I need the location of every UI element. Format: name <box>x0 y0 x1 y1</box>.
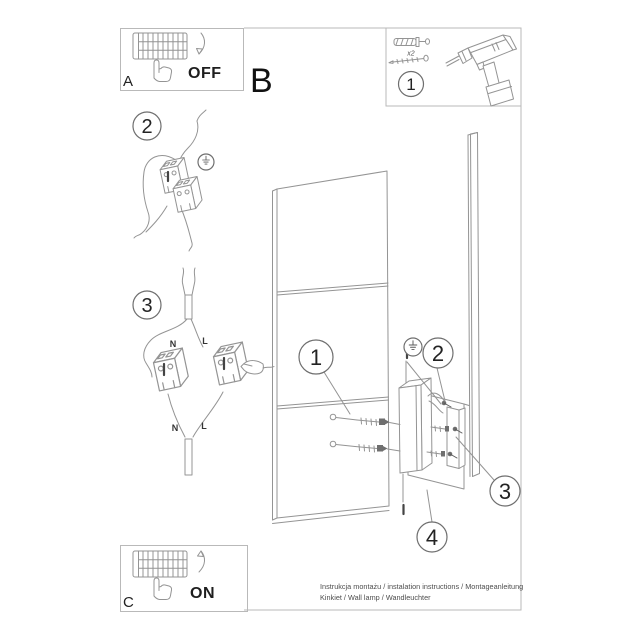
section-a-label: A <box>123 73 134 90</box>
breaker-panel-icon <box>133 551 187 577</box>
switch-on-arrow-icon <box>198 551 205 572</box>
footer-line-2: Kinkiet / Wall lamp / Wandleuchter <box>320 593 431 602</box>
power-off-box <box>121 29 244 91</box>
step-3-number: 3 <box>141 295 153 317</box>
terminal-block-icon <box>159 158 204 213</box>
ground-symbol-icon <box>404 338 422 356</box>
off-label: OFF <box>188 65 222 82</box>
callout-3-number: 3 <box>498 479 512 504</box>
ground-symbol-icon <box>198 154 214 170</box>
callout-1-number: 1 <box>309 345 323 370</box>
wall-panels <box>273 171 390 524</box>
terminal-block-n-icon <box>152 348 190 391</box>
callout-2-number: 2 <box>431 341 445 366</box>
switch-off-arrow-icon <box>197 33 205 54</box>
wire-label-l-bottom: L <box>201 421 207 431</box>
callout-4 <box>417 490 447 552</box>
wire-label-l-top: L <box>202 336 208 346</box>
section-c-label: C <box>123 594 134 611</box>
hand-icon <box>154 578 172 600</box>
pointing-hand-icon <box>241 361 274 374</box>
callout-4-number: 4 <box>425 525 439 550</box>
section-b-label: B <box>250 62 273 100</box>
wall-anchor-icon <box>394 38 430 47</box>
wire-label-n-top: N <box>169 339 177 349</box>
supply-cable <box>182 268 195 319</box>
parts-box <box>386 28 521 106</box>
junction-box <box>399 378 432 473</box>
callout-3 <box>456 437 520 506</box>
step-2-wiring <box>133 110 214 251</box>
on-label: ON <box>190 585 215 602</box>
outgoing-cable <box>185 439 192 475</box>
step-2-number: 2 <box>141 116 153 138</box>
anchor-quantity-label: x2 <box>407 50 415 58</box>
lamp-bar <box>468 133 480 477</box>
step-3-wiring <box>133 268 274 475</box>
wire-label-n-bottom: N <box>171 423 179 433</box>
breaker-panel-icon <box>133 33 187 59</box>
hand-icon <box>154 60 172 82</box>
drill-icon <box>446 35 517 106</box>
power-on-box <box>121 546 248 612</box>
parts-step-number: 1 <box>406 75 416 94</box>
footer-text <box>320 582 523 602</box>
footer-line-1: Instrukcja montażu / instalation instructions / Montageanleitung <box>320 582 524 591</box>
